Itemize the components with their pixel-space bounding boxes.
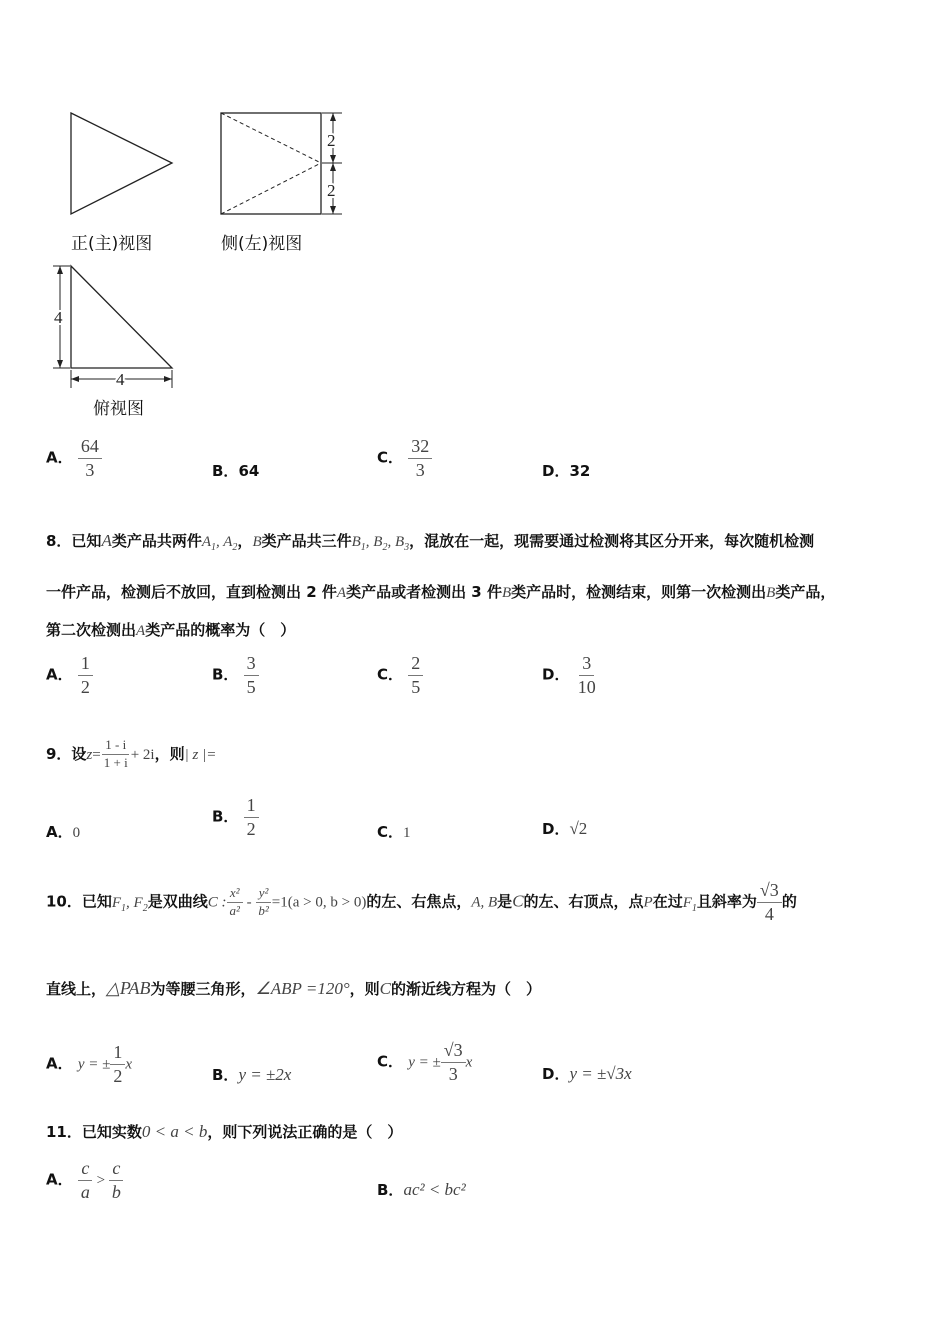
q8-line-2: 一件产品，检测后不放回，直到检测出 2 件A类产品或者检测出 3 件B类产品时，检测结束，则第一次检测出B类产品， bbox=[46, 583, 836, 601]
q7-option-d[interactable]: D．32 bbox=[542, 462, 591, 480]
q11-option-a[interactable]: A． $\frac{c}{a}$ > $\frac{c}{b}$ bbox=[46, 1158, 124, 1202]
q11-option-b[interactable]: B．ac² < bc² bbox=[377, 1180, 466, 1199]
top-view-caption: 俯视图 bbox=[93, 399, 144, 419]
top-dim-vertical: 4 bbox=[54, 308, 63, 327]
three-view-figure bbox=[0, 0, 360, 420]
q10-option-c[interactable]: C． y = ± $\frac{√3}{3}$ x bbox=[377, 1040, 473, 1084]
top-dim-horizontal: 4 bbox=[116, 370, 125, 389]
top-view-triangle bbox=[71, 266, 172, 368]
q10-line-2: 直线上，△PAB为等腰三角形，∠ABP =120°，则C的渐近线方程为（ ） bbox=[46, 978, 542, 998]
q10-option-d[interactable]: D．y = ±√3x bbox=[542, 1064, 632, 1083]
q10-line-1: 10．已知$F_1$, $F_2$是双曲线C : $\frac{\text{x²}}{\text{a²}}$ - $\frac{\text{y²}}{\text{b²}}$ =1(a > 0, b > 0)的左、右焦点，A, B是C的左、右顶点，点P在过$F_1$且斜率为 $\frac{√3}{4}$ 的 bbox=[46, 880, 797, 924]
q7-option-a[interactable]: A． $\frac{64}{3}$ bbox=[46, 436, 102, 480]
q9-option-c[interactable]: C．1 bbox=[377, 823, 411, 841]
q9-stem: 9．设z= $\frac{1 - i}{1 + i}$ + 2i，则| z |= bbox=[46, 737, 217, 770]
front-view-triangle bbox=[71, 113, 172, 214]
q8-option-a[interactable]: A． $\frac{1}{2}$ bbox=[46, 653, 93, 697]
q9-option-a[interactable]: A．0 bbox=[46, 823, 81, 841]
q10-option-b[interactable]: B．y = ±2x bbox=[212, 1065, 292, 1084]
q8-line-1: 8．已知A类产品共两件$A_1$, $A_2$，B类产品共三件$B_1$, $B_2$, $B_3$，混放在一起，现需要通过检测将其区分开来，每次随机检测 bbox=[46, 531, 815, 553]
front-view-caption: 正(主)视图 bbox=[71, 234, 153, 254]
q7-option-b[interactable]: B．64 bbox=[212, 462, 260, 480]
q8-line-3: 第二次检测出A类产品的概率为（ ） bbox=[46, 621, 296, 639]
side-view-square bbox=[221, 113, 321, 214]
side-dim-upper: 2 bbox=[327, 131, 336, 150]
side-view-caption: 侧(左)视图 bbox=[221, 234, 303, 254]
q10-option-a[interactable]: A． y = ± $\frac{1}{2}$ x bbox=[46, 1042, 133, 1086]
side-view-dashed-upper bbox=[221, 113, 321, 163]
q11-stem: 11．已知实数0 < a < b，则下列说法正确的是（ ） bbox=[46, 1122, 403, 1141]
q8-option-c[interactable]: C． $\frac{2}{5}$ bbox=[377, 653, 423, 697]
q9-option-d[interactable]: D．√2 bbox=[542, 819, 588, 838]
q9-option-b[interactable]: B． $\frac{1}{2}$ bbox=[212, 795, 259, 839]
side-view-dashed-lower bbox=[221, 163, 321, 214]
q7-option-c[interactable]: C． $\frac{32}{3}$ bbox=[377, 436, 432, 480]
q8-option-b[interactable]: B． $\frac{3}{5}$ bbox=[212, 653, 259, 697]
side-dim-lower: 2 bbox=[327, 181, 336, 200]
q8-option-d[interactable]: D． $\frac{3}{10}$ bbox=[542, 653, 596, 697]
